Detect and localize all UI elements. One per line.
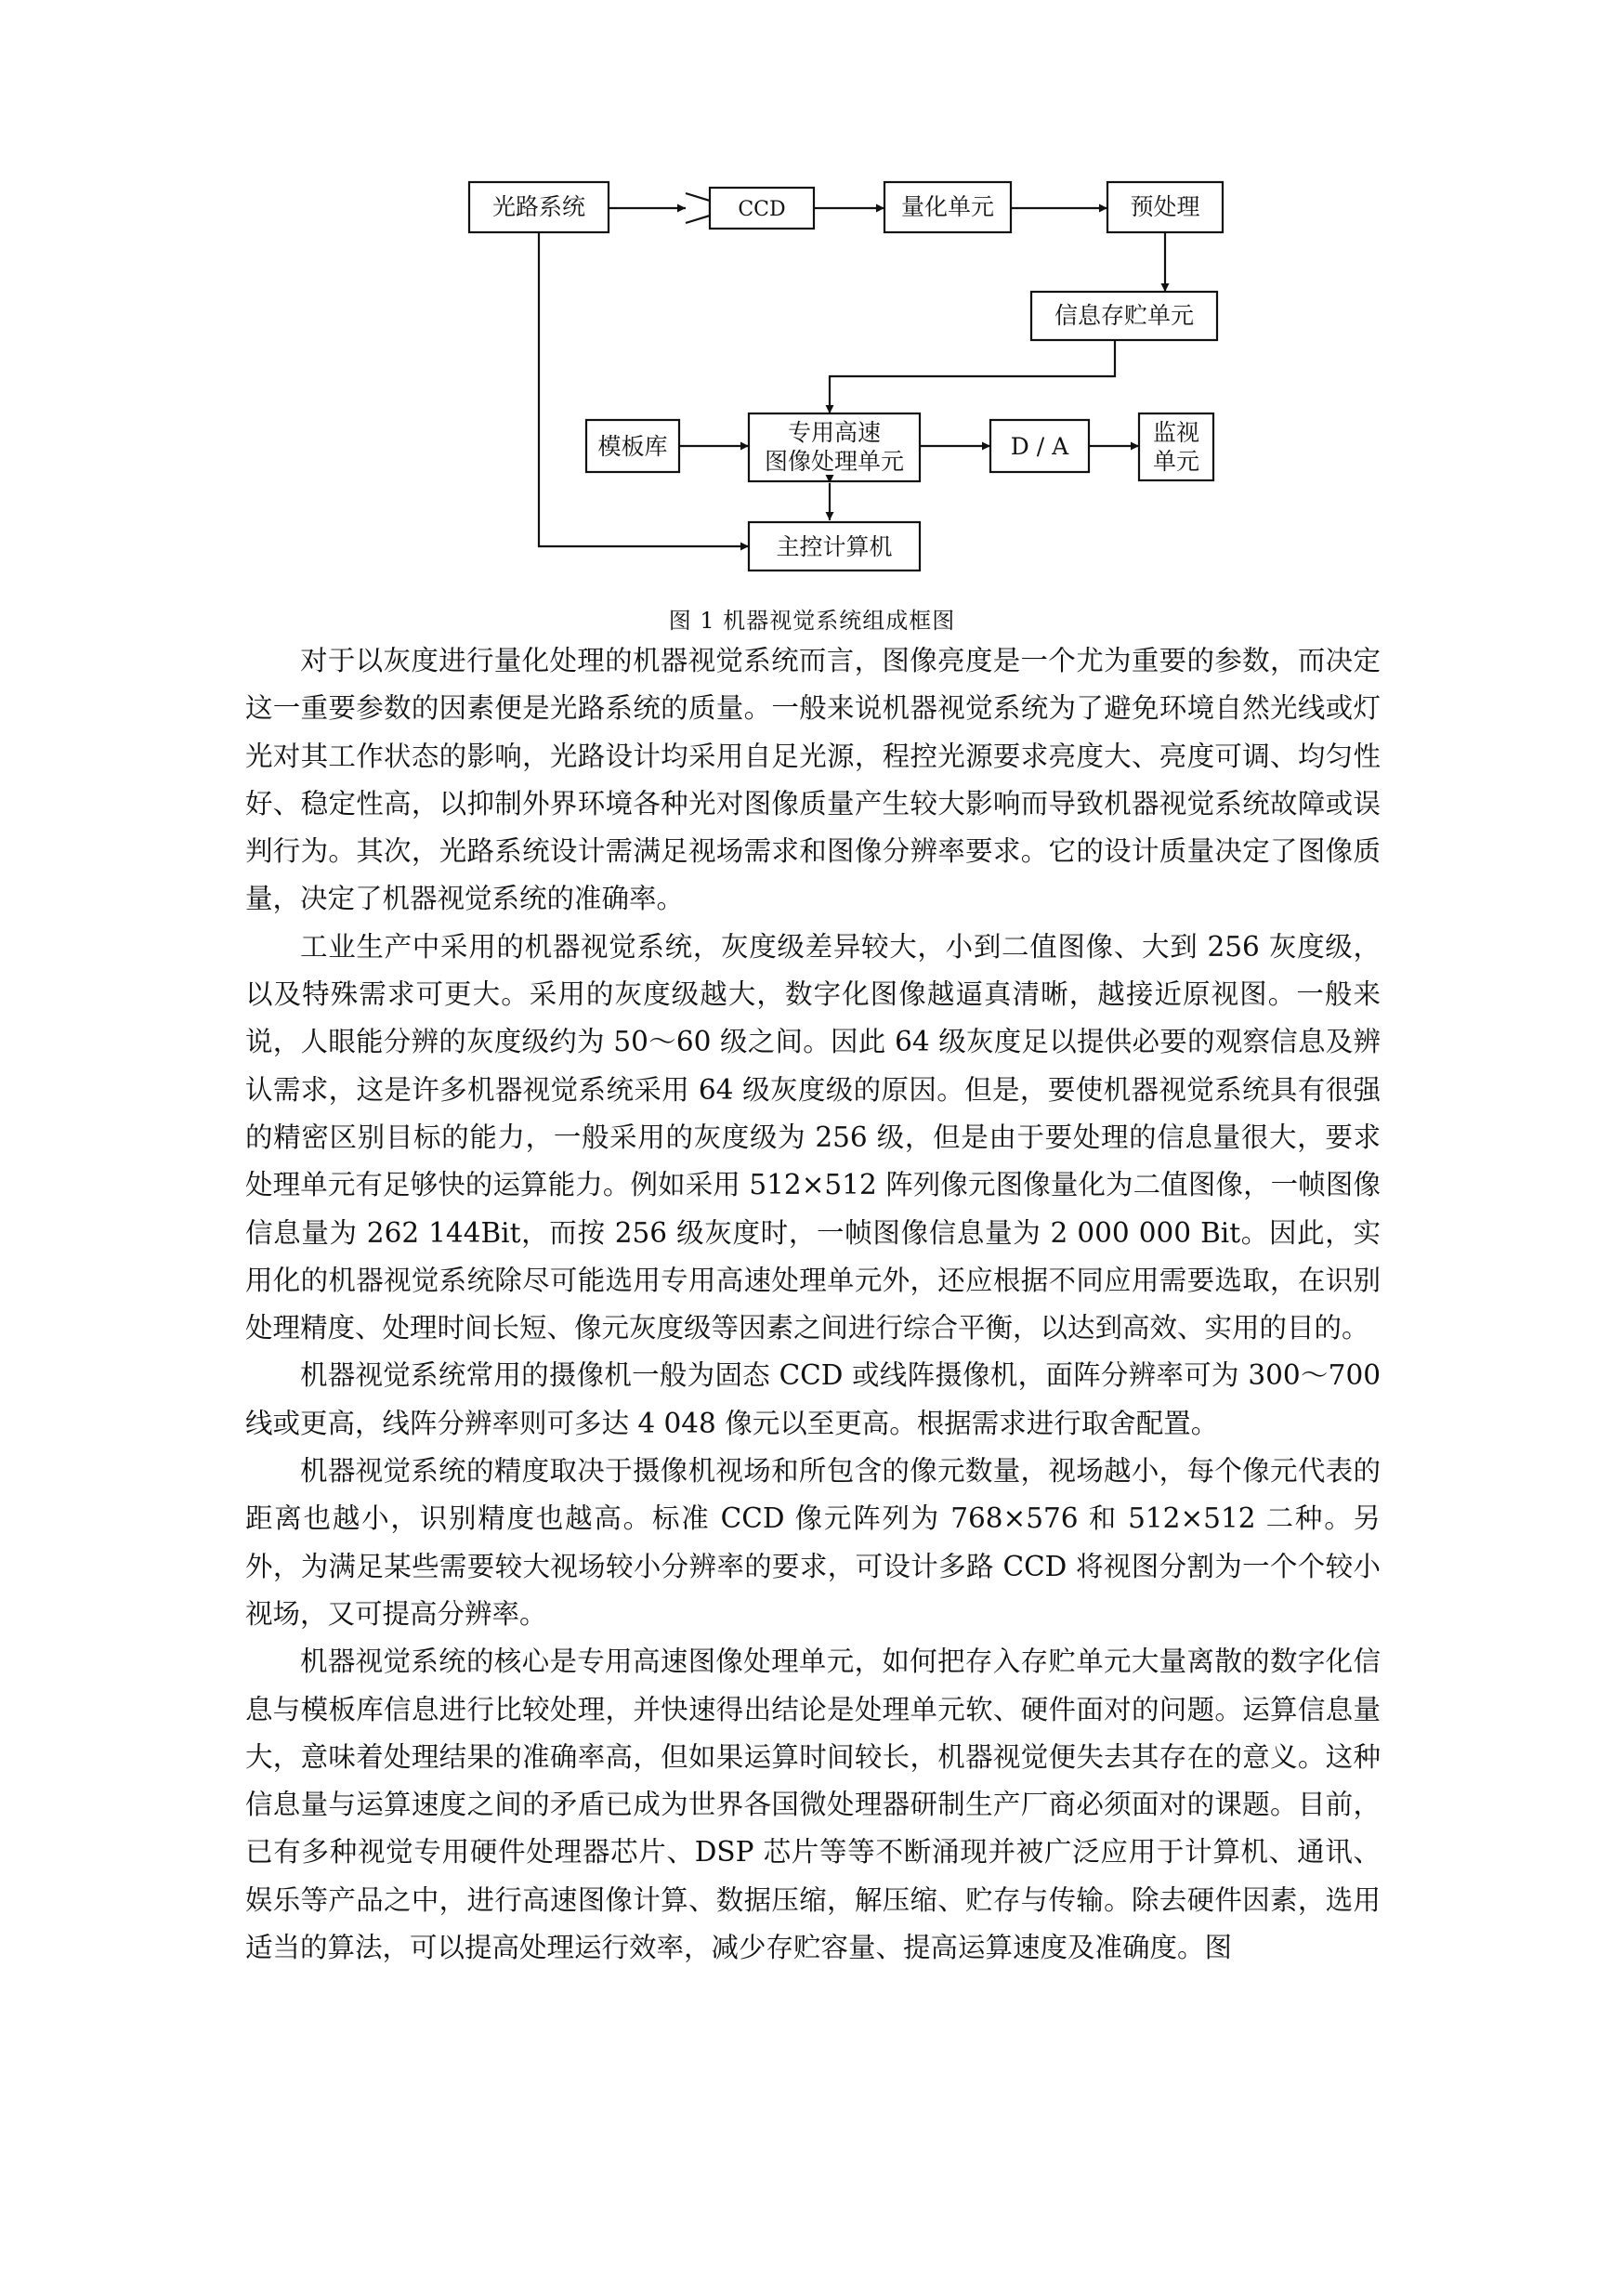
arrow-storage-to-processor [830,340,1115,413]
image-processor-label-1: 专用高速 [787,419,882,446]
monitor-unit-label-2: 单元 [1152,448,1200,475]
optical-system-label: 光路系统 [491,193,586,220]
body-text [245,637,1381,1972]
paragraph: 工业生产中采用的机器视觉系统，灰度级差异较大，小到二值图像、大到 256 灰度级，以及特殊需求可更大。采用的灰度级越大，数字化图像越逼真清晰，越接近原视图。一般来说，人眼能分辨的灰度级约为 50～60 级之间。因此 64 级灰度足以提供必要的观察信息及辨认需求，这是许多机器视觉系统采用 64 级灰度级的原因。但是，要使机器视觉系统具有很强的精密区别目标的能力，一般采用的灰度级为 256 级，但是由于要处理的信息量很大，要求处理单元有足够快的运算能力。例如采用 512×512 阵列像元图像量化为二值图像，一帧图像信息量为 262 144Bit，而按 256 级灰度时，一帧图像信息量为 2 000 000 Bit。因此，实用化的机器视觉系统除尽可能选用专用高速处理单元外，还应根据不同应用需要选取，在识别处理精度、处理时间长短、像元灰度级等因素之间进行综合平衡，以达到高效、实用的目的。 [245,930,1381,1344]
preprocess-label: 预处理 [1130,193,1200,220]
arrow-optical-to-host [539,232,749,546]
paragraph: 机器视觉系统常用的摄像机一般为固态 CCD 或线阵摄像机，面阵分辨率可为 300～700 线或更高，线阵分辨率则可多达 4 048 像元以至更高。根据需求进行取舍配置。 [245,1359,1381,1439]
template-library-label: 模板库 [597,433,668,460]
da-converter-label: D / A [1010,433,1069,460]
figure-caption: 图 1 机器视觉系统组成框图 [668,608,956,634]
quantize-unit-label: 量化单元 [900,193,995,220]
monitor-unit-label-1: 监视 [1152,419,1200,446]
ccd-label: CCD [738,198,786,221]
paragraph: 对于以灰度进行量化处理的机器视觉系统而言，图像亮度是一个尤为重要的参数，而决定这一重要参数的因素便是光路系统的质量。一般来说机器视觉系统为了避免环境自然光线或灯光对其工作状态的影响，光路设计均采用自足光源，程控光源要求亮度大、亮度可调、均匀性好、稳定性高，以抑制外界环境各种光对图像质量产生较大影响而导致机器视觉系统故障或误判行为。其次，光路系统设计需满足视场需求和图像分辨率要求。它的设计质量决定了图像质量，决定了机器视觉系统的准确率。 [245,645,1381,915]
paragraph: 机器视觉系统的核心是专用高速图像处理单元，如何把存入存贮单元大量离散的数字化信息与模板库信息进行比较处理，并快速得出结论是处理单元软、硬件面对的问题。运算信息量大，意味着处理结果的准确率高，但如果运算时间较长，机器视觉便失去其存在的意义。这种信息量与运算速度之间的矛盾已成为世界各国微处理器研制生产厂商必须面对的课题。目前，已有多种视觉专用硬件处理器芯片、DSP 芯片等等不断涌现并被广泛应用于计算机、通讯、娱乐等产品之中，进行高速图像计算、数据压缩，解压缩、贮存与传输。除去硬件因素，选用适当的算法，可以提高处理运行效率，减少存贮容量、提高运算速度及准确度。图 [245,1646,1381,1964]
system-block-diagram [0,0,1624,613]
paragraph: 机器视觉系统的精度取决于摄像机视场和所包含的像元数量，视场越小，每个像元代表的距离也越小，识别精度也越高。标准 CCD 像元阵列为 768×576 和 512×512 二种。另外，为满足某些需要较大视场较小分辨率的要求，可设计多路 CCD 将视图分割为一个个较小视场，又可提高分辨率。 [245,1455,1381,1630]
ccd-lens-funnel [686,193,710,223]
storage-unit-label: 信息存贮单元 [1054,302,1195,329]
image-processor-label-2: 图像处理单元 [764,448,905,475]
host-computer-label: 主控计算机 [776,533,893,560]
